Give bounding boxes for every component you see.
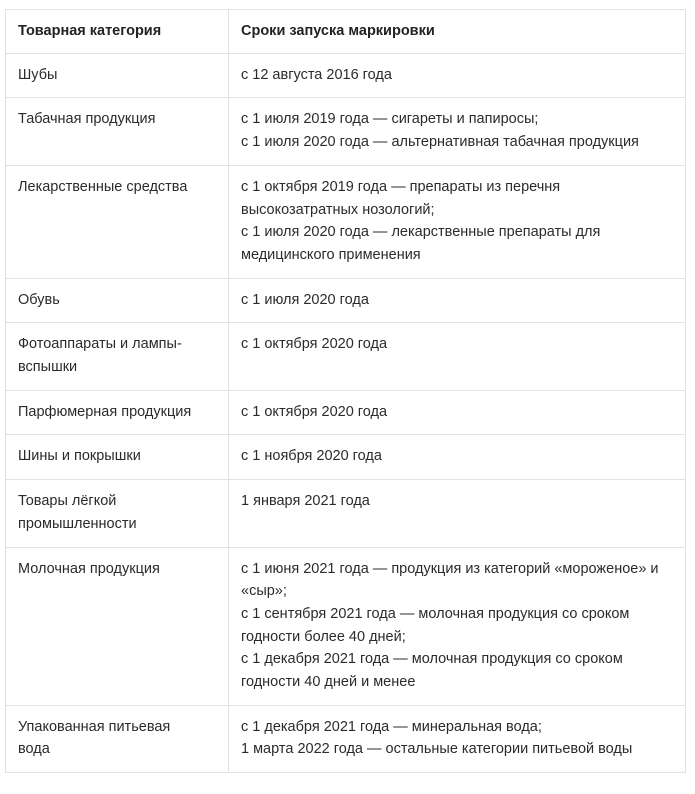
header-category: Товарная категория bbox=[6, 10, 229, 54]
category-text: Шины и покрышки bbox=[18, 448, 141, 465]
dates-cell bbox=[229, 165, 686, 278]
category-text: Упакованная питьевая bbox=[18, 718, 171, 735]
category-cell bbox=[6, 98, 229, 165]
category-cell bbox=[6, 705, 229, 772]
dates-text: годности 40 дней и менее bbox=[241, 674, 416, 691]
table-row bbox=[6, 705, 686, 772]
dates-text: с 1 октября 2020 года bbox=[241, 403, 388, 420]
table-row bbox=[6, 480, 686, 547]
category-cell bbox=[6, 480, 229, 547]
dates-text: годности более 40 дней; bbox=[241, 628, 406, 645]
table-row bbox=[6, 547, 686, 705]
marking-schedule-table-wrap bbox=[5, 9, 685, 773]
category-text: вода bbox=[18, 741, 50, 758]
dates-text: 1 января 2021 года bbox=[241, 493, 370, 510]
category-cell bbox=[6, 435, 229, 480]
dates-text: с 1 июля 2020 года — лекарственные препараты для bbox=[241, 224, 601, 241]
category-cell bbox=[6, 323, 229, 390]
category-text: вспышки bbox=[18, 359, 78, 376]
table-row bbox=[6, 435, 686, 480]
dates-cell bbox=[229, 98, 686, 165]
dates-text: с 1 июля 2020 года bbox=[241, 291, 369, 308]
dates-cell bbox=[229, 435, 686, 480]
header-dates: Сроки запуска маркировки bbox=[229, 10, 686, 54]
category-cell bbox=[6, 278, 229, 323]
table-row bbox=[6, 98, 686, 165]
dates-text: с 1 декабря 2021 года — минеральная вода; bbox=[241, 718, 542, 735]
dates-text: с 1 декабря 2021 года — молочная продукция со сроком bbox=[241, 651, 623, 668]
category-cell bbox=[6, 547, 229, 705]
category-text: Лекарственные средства bbox=[18, 178, 188, 195]
table-body bbox=[6, 53, 686, 772]
dates-cell bbox=[229, 390, 686, 435]
dates-cell bbox=[229, 480, 686, 547]
category-cell bbox=[6, 53, 229, 98]
table-row bbox=[6, 165, 686, 278]
dates-text: с 1 июля 2019 года — сигареты и папиросы; bbox=[241, 111, 539, 128]
category-text: Парфюмерная продукция bbox=[18, 403, 192, 420]
table-row bbox=[6, 53, 686, 98]
dates-text: с 1 июня 2021 года — продукция из категорий «мороженое» и bbox=[241, 560, 659, 577]
dates-text: с 1 июля 2020 года — альтернативная табачная продукция bbox=[241, 134, 639, 151]
dates-text: «сыр»; bbox=[241, 583, 287, 600]
dates-cell bbox=[229, 323, 686, 390]
dates-text: 1 марта 2022 года — остальные категории питьевой воды bbox=[241, 741, 633, 758]
dates-text: медицинского применения bbox=[241, 246, 421, 263]
dates-text: с 1 сентября 2021 года — молочная продукция со сроком bbox=[241, 605, 630, 622]
dates-text: с 1 октября 2020 года bbox=[241, 336, 388, 353]
category-text: промышленности bbox=[18, 515, 137, 532]
category-text: Шубы bbox=[18, 66, 58, 83]
table-row bbox=[6, 278, 686, 323]
dates-cell bbox=[229, 278, 686, 323]
table-header-row bbox=[6, 10, 686, 54]
dates-cell bbox=[229, 705, 686, 772]
category-text: Фотоаппараты и лампы- bbox=[18, 336, 182, 353]
dates-text: с 1 ноября 2020 года bbox=[241, 448, 382, 465]
category-text: Обувь bbox=[18, 291, 60, 308]
category-text: Товары лёгкой bbox=[18, 493, 117, 510]
category-cell bbox=[6, 390, 229, 435]
dates-cell bbox=[229, 53, 686, 98]
category-cell bbox=[6, 165, 229, 278]
dates-text: высокозатратных нозологий; bbox=[241, 201, 435, 218]
dates-cell bbox=[229, 547, 686, 705]
table-row bbox=[6, 390, 686, 435]
dates-text: с 12 августа 2016 года bbox=[241, 66, 392, 83]
dates-text: с 1 октября 2019 года — препараты из перечня bbox=[241, 178, 561, 195]
marking-schedule-table bbox=[5, 9, 686, 773]
table-row bbox=[6, 323, 686, 390]
category-text: Молочная продукция bbox=[18, 560, 160, 577]
category-text: Табачная продукция bbox=[18, 111, 156, 128]
